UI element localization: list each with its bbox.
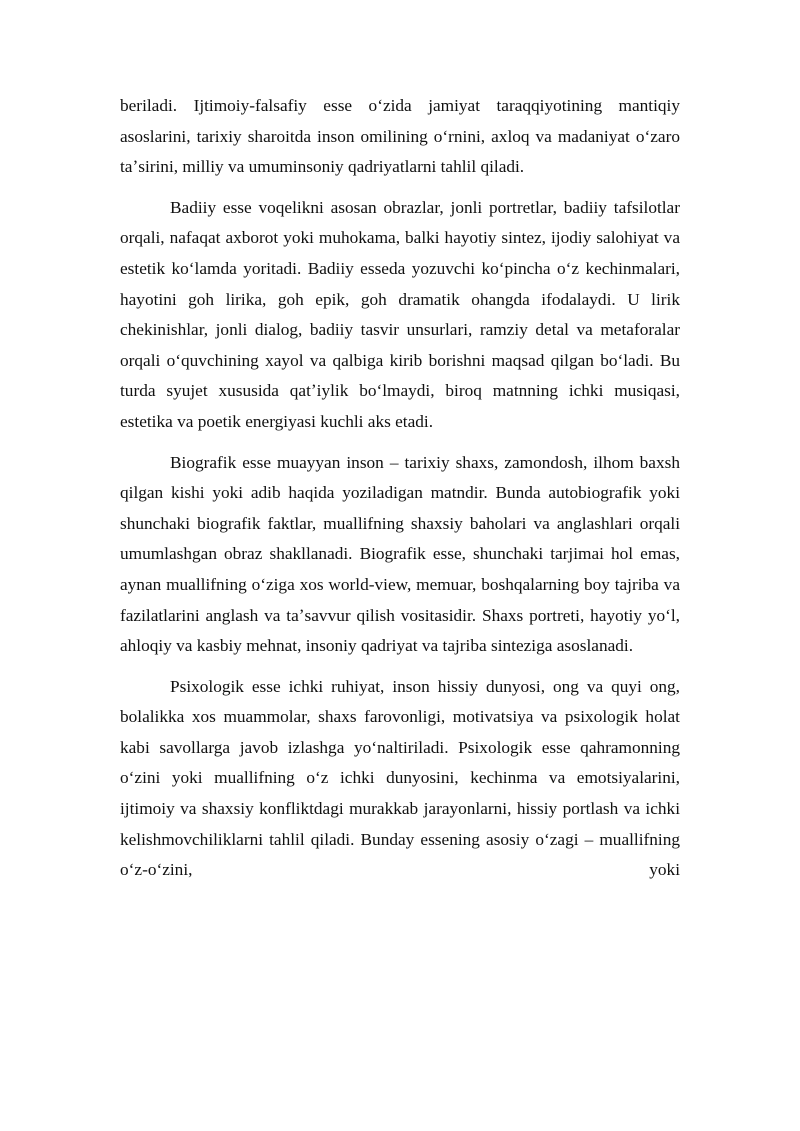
paragraph-artistic-essay: Badiiy esse voqelikni asosan obrazlar, jonli portretlar, badiiy tafsilotlar orqali, nafaqat axborot yoki muhokama, balki hayotiy sintez, ijodiy salohiyat va estetik koʻlamda yoritadi. Badiiy esseda yozuvchi koʻpincha oʻz kechinmalari, hayotini goh lirika, goh epik, goh dramatik ohangda ifodalaydi. U lirik chekinishlar, jonli dialog, badiiy tasvir unsurlari, ramziy detal va metaforalar orqali oʻquvchining xayol va qalbiga kirib borishni maqsad qilgan boʻladi. Bu turda syujet xususida qatʼiylik boʻlmaydi, biroq matnning ichki musiqasi, estetika va poetik energiyasi kuchli aks etadi. bbox=[120, 197, 680, 431]
document-page bbox=[120, 91, 680, 896]
paragraph-biographical-essay: Biografik esse muayyan inson – tarixiy shaxs, zamondosh, ilhom baxsh qilgan kishi yoki adib haqida yoziladigan matndir. Bunda autobiografik yoki shunchaki biografik faktlar, muallifning shaxsiy baholari va anglashlari orqali umumlashgan obraz shakllanadi. Biografik esse, shunchaki tarjimai hol emas, aynan muallifning oʻziga xos world-view, memuar, boshqalarning boy tajriba va fazilatlarini anglash va taʼsavvur qilish vositasidir. Shaxs portreti, hayotiy yoʻl, ahloqiy va kasbiy mehnat, insoniy qadriyat va tajriba sinteziga asoslanadi. bbox=[120, 452, 680, 656]
paragraph-social-philosophical: beriladi. Ijtimoiy-falsafiy esse oʻzida jamiyat taraqqiyotining mantiqiy asoslarini, tarixiy sharoitda inson omilining oʻrnini, axloq va madaniyat oʻzaro taʼsirini, milliy va umuminsoniy qadriyatlarni tahlil qiladi. bbox=[120, 96, 680, 177]
paragraph-psychological-essay: Psixologik esse ichki ruhiyat, inson hissiy dunyosi, ong va quyi ong, bolalikka xos muammolar, shaxs farovonligi, motivatsiya va psixologik holat kabi savollarga javob izlashga yoʻnaltiriladi. Psixologik esse qahramonning oʻzini yoki muallifning oʻz ichki dunyosini, kechinma va emotsiyalarini, ijtimoiy va shaxsiy konfliktdagi murakkab jarayonlarni, hissiy portlash va ichki kelishmovchiliklarni tahlil qiladi. Bunday essening asosiy oʻzagi – muallifning oʻz-oʻzini, yoki bbox=[120, 676, 680, 880]
